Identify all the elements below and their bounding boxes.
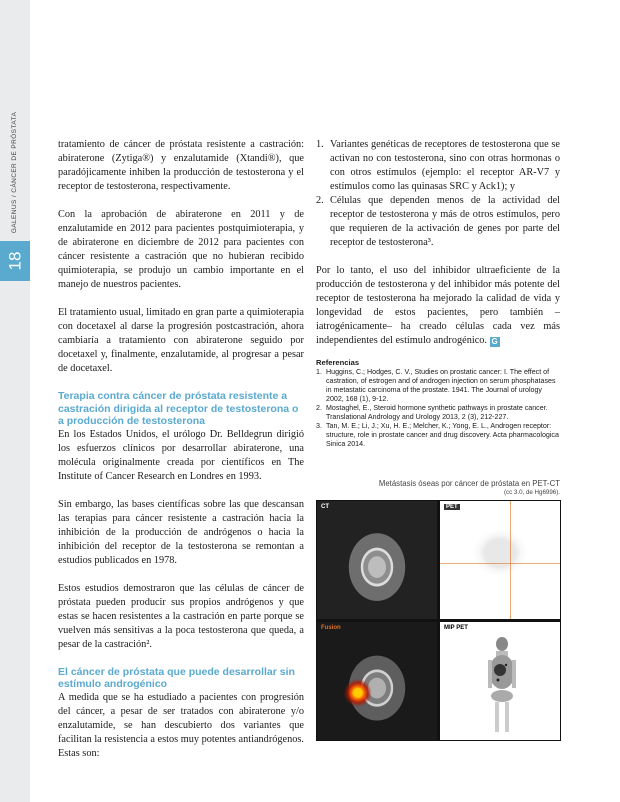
ct-label: CT [321, 504, 329, 510]
references [316, 358, 560, 449]
paragraph-6: Estos estudios demostraron que las células de cáncer de próstata pueden producir sus propios andrógenos y que estas se hacen resistentes a la castración en parte porque se vuelven más sensitivas a la poca testosterona que queda, a pesar de la castración². [58, 582, 304, 650]
list-item [316, 194, 560, 250]
figure-credit: (cc 3.0, de Hg6996). [503, 489, 560, 496]
figure-caption: Metástasis óseas por cáncer de próstata en PET-CT [378, 479, 560, 488]
paragraph-5: Sin embargo, las bases científicas sobre las que descansan las terapias para cáncer resistente a castración hacia la inhibición de la producción de andrógenos o hacia la inhibición del receptor de la testosterona se remontan a estudios publicados en 1978. [58, 498, 304, 566]
reference-number: 2. [316, 404, 322, 412]
mip-pet-label: MIP PET [444, 625, 468, 631]
fusion-scan-image [317, 622, 437, 740]
mip-pet-image [440, 622, 560, 740]
reference-number: 1. [316, 368, 322, 376]
conclusion-text: Por lo tanto, el uso del inhibidor ultraeficiente de la producción de testosterona y del inhibidor más potente del receptor de testosterona ha mejorado la calidad de vida y longevidad de estos pacientes, pero también –iatrogénicamente– ha creado células cada vez más independientes del estímulo androgénico. [316, 265, 560, 346]
list-item-number: 2. [316, 195, 324, 206]
paragraph-4: En los Estados Unidos, el urólogo Dr. Belldegrun dirigió los esfuerzos clínicos por desarrollar abiraterone, una molécula originalmente creada por científicos en The Institute of Cancer Research en Londres en 1993. [58, 428, 304, 482]
conclusion-paragraph [316, 264, 560, 348]
pet-crosshair-vertical [510, 501, 511, 619]
page-number [0, 241, 30, 281]
reference-text: Huggins, C.; Hodges, C. V., Studies on prostatic cancer: I. The effect of castration, of estrogen and of androgen injection on serum phosphatases in metastatic carcinoma of the prostate. 1941. The Journal of urology 2002, 168 (1), 9-12. [326, 368, 556, 403]
pet-scan-image [440, 501, 560, 619]
running-header-text: GALENUS / CÁNCER DE PRÓSTATA [11, 111, 19, 234]
list-item [316, 138, 560, 194]
reference-number: 3. [316, 422, 322, 430]
list-item-text: Variantes genéticas de receptores de testosterona que se activan no con testosterona, sino con otras hormonas o con otros estímulos (ejemplo: el receptor AR-V7 y estímulos como las quinasas SRC y Ack1); y [330, 139, 560, 192]
pet-label: PET [446, 504, 458, 510]
left-column [58, 138, 304, 775]
end-mark-icon: G [491, 337, 498, 346]
list-item-text: Células que dependen menos de la actividad del receptor de testosterona y más de otros estímulos, pero que requieren de la activación de genes por parte del receptor de testosterona³. [330, 195, 560, 248]
right-column [316, 138, 560, 449]
section-heading-2: El cáncer de próstata que puede desarrollar sin estímulo androgénico [58, 665, 295, 690]
pet-crosshair-horizontal [440, 563, 560, 564]
reference-item [316, 404, 560, 422]
reference-text: Mostaghel, E., Steroid hormone synthetic pathways in prostate cancer. Translational Andrology and Urology 2013, 2 (3), 212-227. [326, 404, 548, 421]
mip-body-silhouette [440, 622, 560, 740]
section-heading-1: Terapia contra cáncer de próstata resistente a castración dirigida al receptor de testosterona o a producción de testosterona [58, 390, 299, 427]
ct-scan-image [317, 501, 437, 619]
figure-panels [316, 500, 561, 741]
references-title: Referencias [316, 358, 360, 367]
paragraph-2: Con la aprobación de abiraterone en 2011 y de enzalutamide en 2012 para pacientes postquimioterapia, y de abiraterone en diciembre de 2012 para pacientes con cáncer resistente a castración que no hubieran recibido quimioterapia, se produjo un cambio importante en el manejo de nuestros pacientes. [58, 209, 304, 290]
reference-item [316, 422, 560, 449]
list-item-number: 1. [316, 139, 324, 150]
fusion-label: Fusion [321, 625, 341, 631]
paragraph-1: tratamiento de cáncer de próstata resistente a castración: abiraterone (Zytiga®) y enzalutamide (Xtandi®), que paradójicamente inhiben la producción de testosterona y el receptor de testosterona, respectivamente. [58, 139, 304, 192]
reference-text: Tan, M. E.; Li, J.; Xu, H. E.; Melcher, K.; Yong, E. L., Androgen receptor: structure, role in prostate cancer and drug discovery. Acta pharmacologica Sinica 2014. [326, 422, 559, 448]
variants-list [316, 138, 560, 250]
reference-item [316, 368, 560, 404]
paragraph-3: El tratamiento usual, limitado en gran parte a quimioterapia con docetaxel al darse la progresión postcastración, ahora cambiaría a tratamiento con abiraterone seguido por docetaxel y, finalmente, enzalutamide, al progresar a pesar de docetaxel. [58, 307, 304, 374]
page-number-text: 18 [4, 251, 24, 271]
paragraph-7: A medida que se ha estudiado a pacientes con progresión del cáncer, a pesar de ser tratados con abiraterone y/o enzalutamide, se han descubierto dos variantes que facilitan la resistencia a estos muy potentes antiandrógenos. Estas son: [58, 691, 304, 759]
running-header [6, 110, 24, 235]
pet-ct-figure [316, 479, 560, 741]
references-list [316, 368, 560, 449]
